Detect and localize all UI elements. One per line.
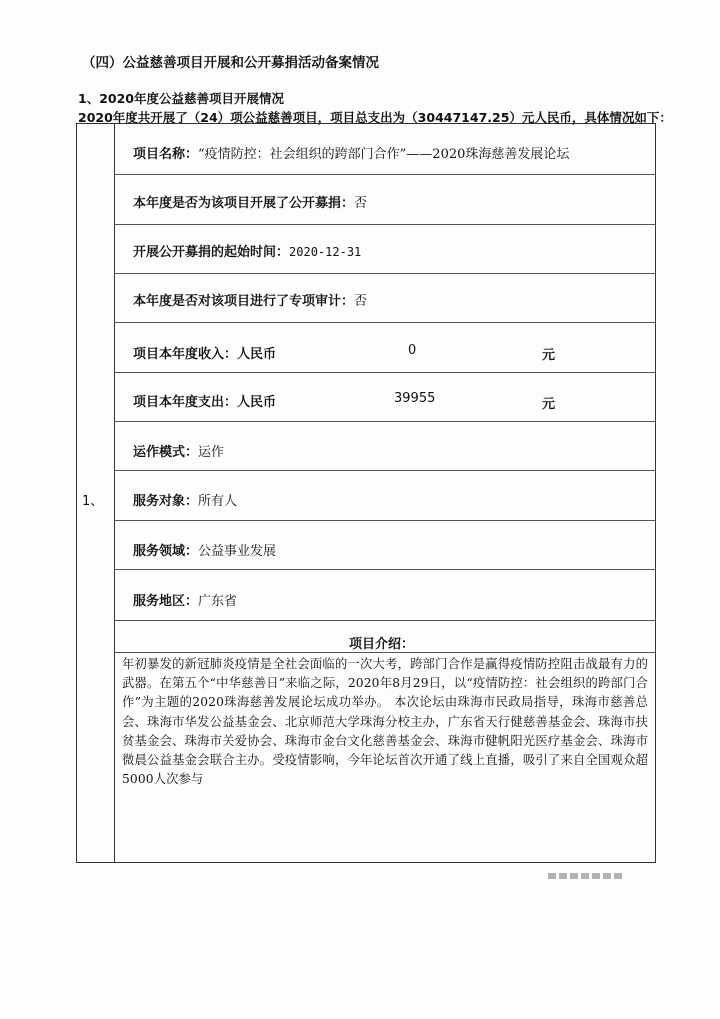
field-label: 服务对象： bbox=[133, 494, 199, 509]
table-row-divider bbox=[114, 652, 656, 653]
field-value: “疫情防控：社会组织的跨部门合作”——2020珠海慈善发展论坛 bbox=[198, 147, 570, 162]
summary-line: 2020年度共开展了（24）项公益慈善项目，项目总支出为（30447147.25）元人民币，具体情况如下： bbox=[78, 110, 672, 125]
income-amount: 0 bbox=[408, 343, 417, 358]
expenditure-unit: 元 bbox=[542, 397, 556, 412]
table-row-divider bbox=[114, 620, 656, 621]
field-service-target bbox=[133, 490, 237, 509]
field-label: 项目名称： bbox=[133, 147, 199, 162]
row-number: 1、 bbox=[82, 494, 104, 509]
field-label: 本年度是否对该项目进行了专项审计： bbox=[133, 294, 355, 309]
field-value: 所有人 bbox=[198, 494, 238, 509]
field-service-region bbox=[133, 590, 237, 609]
field-service-field bbox=[133, 540, 276, 559]
field-value: 运作 bbox=[198, 445, 225, 460]
table-row-divider bbox=[114, 224, 656, 225]
field-operation-mode bbox=[133, 441, 224, 460]
table-row-divider bbox=[114, 273, 656, 274]
table-column-divider bbox=[114, 123, 115, 863]
field-project-name bbox=[133, 143, 569, 162]
field-label: 本年度是否为该项目开展了公开募捐： bbox=[133, 196, 355, 211]
field-value: 2020-12-31 bbox=[289, 245, 362, 259]
field-value: 否 bbox=[354, 294, 368, 309]
intro-text: 年初暴发的新冠肺炎疫情是全社会面临的一次大考，跨部门合作是赢得疫情防控阻击战最有力的武器。在第五个“中华慈善日”来临之际，2020年8月29日，以“疫情防控：社会组织的跨部门合作”为主题的2020珠海慈善发展论坛成功举办。 本次论坛由珠海市民政局指导，珠海市慈善总会、珠海市华发公益基金会、北京师范大学珠海分校主办，广东省天行健慈善基金会、珠海市扶贫基金会、珠海市关爱协会、珠海市金台文化慈善基金会、珠海市健帆阳光医疗基金会、珠海市微晨公益基金会联合主办。受疫情影响，今年论坛首次开通了线上直播，吸引了来自全国观众超5000人次参与 bbox=[122, 657, 648, 787]
field-expenditure bbox=[133, 391, 276, 410]
field-label: 项目本年度收入：人民币 bbox=[133, 347, 277, 362]
table-row-divider bbox=[114, 520, 656, 521]
field-value: 否 bbox=[354, 196, 368, 211]
field-special-audit bbox=[133, 290, 367, 309]
field-label: 服务领域： bbox=[133, 544, 199, 559]
table-row-divider bbox=[114, 470, 656, 471]
expenditure-amount: 39955 bbox=[394, 391, 436, 406]
field-value: 广东省 bbox=[198, 594, 238, 609]
field-label: 项目本年度支出：人民币 bbox=[133, 395, 277, 410]
section-heading: （四）公益慈善项目开展和公开募捐活动备案情况 bbox=[82, 55, 379, 71]
scan-artifact bbox=[548, 873, 624, 879]
table-row-divider bbox=[114, 421, 656, 422]
intro-title: 项目介绍： bbox=[349, 637, 415, 652]
field-fundraising-start bbox=[133, 241, 361, 260]
field-value: 公益事业发展 bbox=[198, 544, 277, 559]
field-label: 运作模式： bbox=[133, 445, 199, 460]
field-label: 开展公开募捐的起始时间： bbox=[133, 245, 290, 260]
field-income bbox=[133, 343, 276, 362]
income-unit: 元 bbox=[542, 348, 556, 363]
field-public-fundraising bbox=[133, 192, 367, 211]
field-label: 服务地区： bbox=[133, 594, 199, 609]
table-row-divider bbox=[114, 322, 656, 323]
table-row-divider bbox=[114, 372, 656, 373]
subheading: 1、2020年度公益慈善项目开展情况 bbox=[78, 91, 284, 106]
table-row-divider bbox=[114, 569, 656, 570]
table-row-divider bbox=[114, 174, 656, 175]
